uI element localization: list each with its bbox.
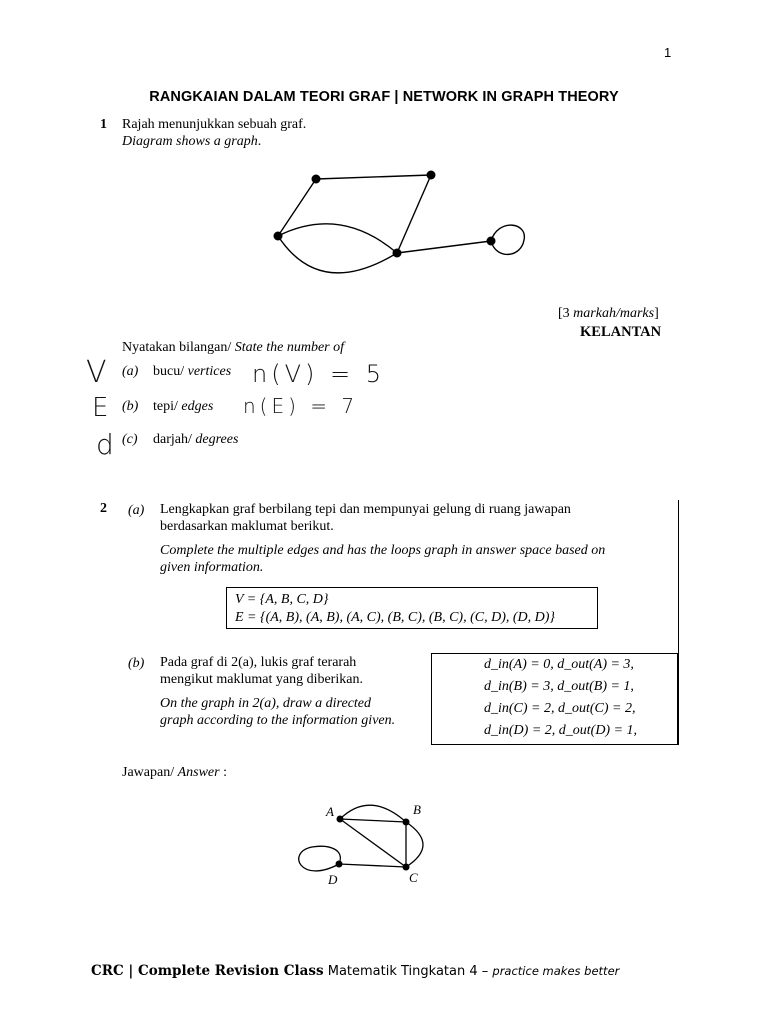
q2a-instruction-ms-2: berdasarkan maklumat berikut. <box>160 519 334 534</box>
edge-set: E = {(A, B), (A, B), (A, C), (B, C), (B, C), (C, D), (D, D)} <box>235 610 556 625</box>
vertex-label-c: C <box>409 870 418 885</box>
answer-label: Jawapan/ Answer : <box>122 765 227 780</box>
degree-d: d_in(D) = 2, d_out(D) = 1, <box>484 723 638 738</box>
footer-tagline: practice makes better <box>492 964 620 978</box>
q2-part-a-label: (a) <box>128 503 145 518</box>
page-number: 1 <box>664 45 672 60</box>
part-a-label: (a) <box>122 364 139 379</box>
vertex-label-b: B <box>413 802 421 817</box>
edge-cd <box>339 864 406 867</box>
q1-marks: [3 markah/marks] <box>558 306 659 321</box>
q2b-instruction-en-1: On the graph in 2(a), draw a directed <box>160 696 372 711</box>
vertex-d <box>336 861 343 868</box>
handwritten-margin-v: V <box>86 355 107 390</box>
q1-instruction-en: Diagram shows a graph. <box>122 134 262 149</box>
degree-c: d_in(C) = 2, d_out(C) = 2, <box>484 701 636 716</box>
q2b-instruction-en-2: graph according to the information given. <box>160 713 396 728</box>
q2b-instruction-ms-1: Pada graf di 2(a), lukis graf terarah <box>160 655 357 670</box>
q1-prompt: Nyatakan bilangan/ State the number of <box>122 340 345 355</box>
question-2-number: 2 <box>100 501 107 516</box>
document-title: RANGKAIAN DALAM TEORI GRAF | NETWORK IN GRAPH THEORY <box>149 89 619 105</box>
q2a-instruction-en-1: Complete the multiple edges and has the loops graph in answer space based on <box>160 543 606 558</box>
handwritten-margin-d: d <box>96 428 114 461</box>
part-b-text: tepi/ edges <box>153 399 214 414</box>
q1-state-label: KELANTAN <box>580 324 662 340</box>
q2a-instruction-en-2: given information. <box>160 560 264 575</box>
part-b-label: (b) <box>122 399 139 414</box>
handwritten-answer-vertices: n(V) = 5 <box>252 360 385 388</box>
q2b-instruction-ms-2: mengikut maklumat yang diberikan. <box>160 672 363 687</box>
question-1-number: 1 <box>100 117 107 132</box>
footer-brand: CRC | Complete Revision Class <box>91 963 324 979</box>
degree-b: d_in(B) = 3, d_out(B) = 1, <box>484 679 634 694</box>
vertex-label-d: D <box>328 872 338 887</box>
edge-ac <box>340 819 406 867</box>
vertex-b <box>403 819 410 826</box>
handwritten-margin-e: E <box>92 393 109 423</box>
loop-dd <box>299 846 341 871</box>
edge-bc-curve <box>406 822 423 867</box>
q2-part-b-label: (b) <box>128 656 145 671</box>
vertex-label-a: A <box>326 804 334 819</box>
degree-a: d_in(A) = 0, d_out(A) = 3, <box>484 657 634 672</box>
vertex-a <box>337 816 344 823</box>
page-footer <box>91 963 619 980</box>
footer-subject: Matematik Tingkatan 4 – <box>323 964 493 979</box>
edge-ab <box>340 819 406 822</box>
part-c-text: darjah/ degrees <box>153 432 239 447</box>
part-a-text: bucu/ vertices <box>153 364 232 379</box>
part-c-label: (c) <box>122 432 138 447</box>
vertex-set: V = {A, B, C, D} <box>235 592 329 607</box>
handwritten-answer-edges: n(E) = 7 <box>243 394 359 418</box>
q1-instruction-ms: Rajah menunjukkan sebuah graf. <box>122 117 307 132</box>
q2a-instruction-ms-1: Lengkapkan graf berbilang tepi dan mempunyai gelung di ruang jawapan <box>160 502 571 517</box>
